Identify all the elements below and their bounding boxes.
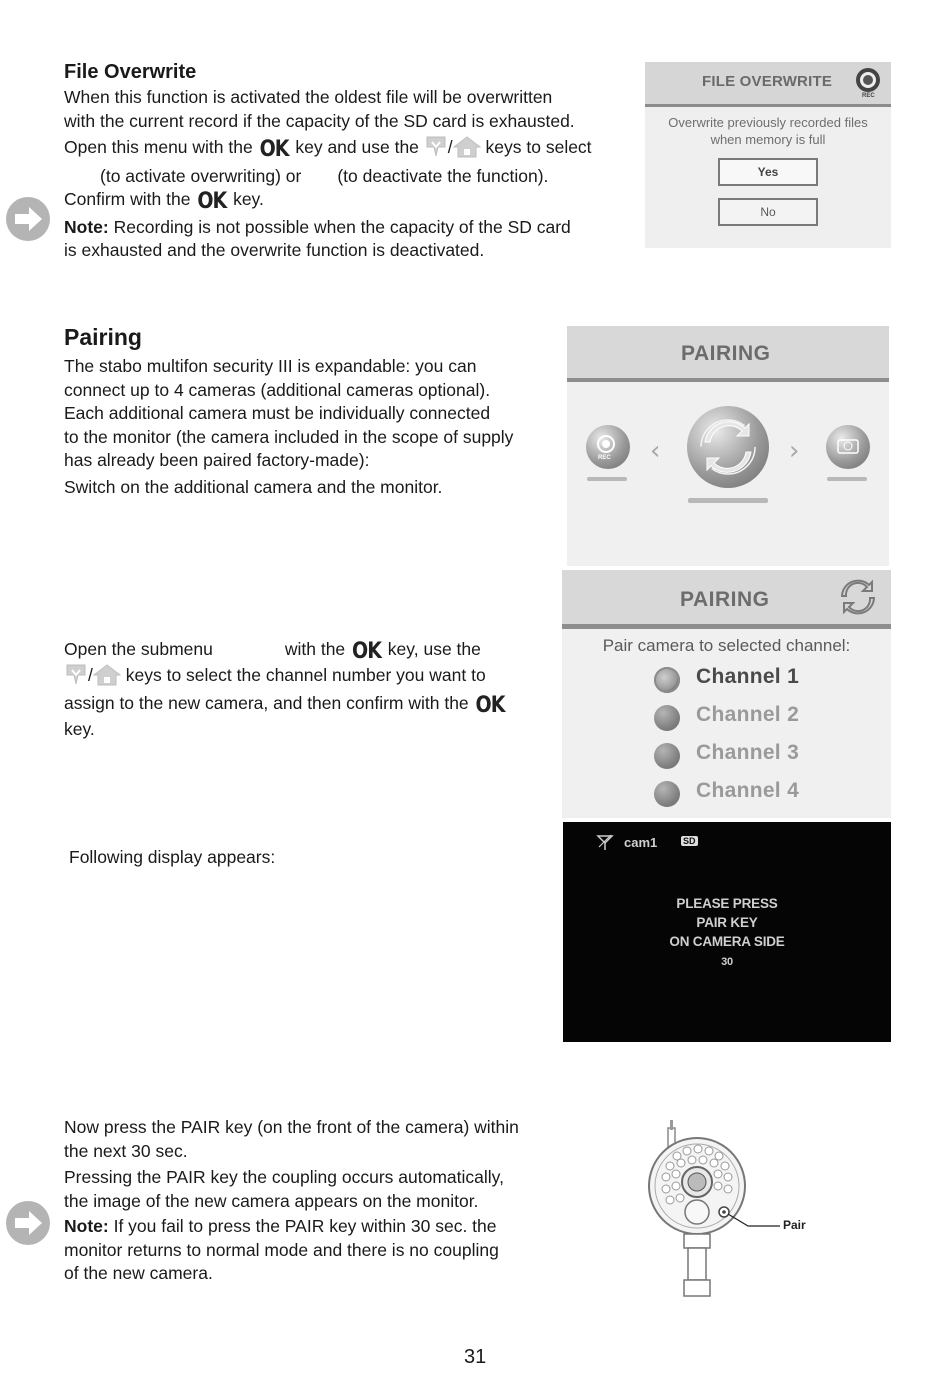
- sd-card-icon: SD: [683, 836, 696, 846]
- no-button[interactable]: No: [718, 198, 818, 226]
- rec-icon[interactable]: [586, 425, 630, 469]
- camera-front-illustration: [640, 1120, 840, 1300]
- paragraph: [64, 1116, 584, 1163]
- arrow-right-icon: [6, 1201, 50, 1245]
- channel-label: Channel 3: [696, 741, 800, 764]
- pair-message: [563, 894, 891, 972]
- pair-key-instructions: [64, 1116, 584, 1286]
- note-label: Note:: [64, 216, 109, 237]
- pairing-section: [64, 324, 564, 499]
- ok-key-icon: OK: [475, 692, 505, 718]
- text-line: Each additional camera must be individually connected: [64, 403, 491, 423]
- camera-figure: [640, 1120, 840, 1300]
- text-line: Pressing the PAIR key the coupling occurs automatically,: [64, 1167, 504, 1187]
- note: [64, 216, 644, 263]
- home-key-icon: [93, 664, 121, 693]
- pair-key-label: Pair: [783, 1218, 806, 1232]
- paragraph: [64, 355, 564, 473]
- camera-icon[interactable]: [826, 425, 870, 469]
- text-line: has already been paired factory-made):: [64, 450, 370, 470]
- text-line: Overwrite previously recorded files: [668, 115, 868, 130]
- pair-prompt-screen: [563, 822, 891, 1042]
- file-overwrite-section: [64, 61, 644, 263]
- text-line: monitor returns to normal mode and there is no coupling: [64, 1239, 499, 1260]
- channel-prompt: Pair camera to selected channel:: [602, 636, 851, 655]
- paragraph: Switch on the additional camera and the monitor.: [64, 476, 443, 497]
- divider: [587, 477, 627, 481]
- instruction-line: key.: [64, 718, 95, 739]
- yes-button[interactable]: Yes: [718, 158, 818, 186]
- page-number: 31: [464, 1346, 487, 1368]
- chevron-right-icon[interactable]: ›: [789, 436, 800, 466]
- instruction-line: [64, 638, 564, 664]
- rec-label: REC: [862, 93, 875, 99]
- text-line: when memory is full: [710, 132, 826, 147]
- pairing-icon[interactable]: [687, 406, 769, 488]
- note: [64, 1215, 584, 1286]
- ok-key-icon: OK: [197, 188, 227, 214]
- rec-icon: [853, 66, 883, 100]
- screen-title: PAIRING: [681, 342, 771, 365]
- chevron-left-icon[interactable]: ‹: [650, 436, 661, 466]
- instruction-line: [64, 692, 564, 718]
- ok-key-icon: OK: [352, 638, 381, 664]
- text-line: The stabo multifon security III is expandable: you can: [64, 356, 477, 376]
- text-line: connect up to 4 cameras (additional cameras optional).: [64, 379, 491, 400]
- section-heading: Pairing: [64, 324, 142, 350]
- note-label: Note:: [64, 1216, 109, 1236]
- text-line: ON CAMERA SIDE: [669, 934, 785, 949]
- rec-label: REC: [598, 455, 611, 461]
- text-fragment: (to deactivate the function).: [337, 165, 549, 186]
- home-key-icon: [453, 136, 481, 165]
- camera-name: cam1: [624, 835, 658, 850]
- countdown: 30: [721, 956, 733, 968]
- arrow-right-icon: [6, 197, 50, 241]
- text-fragment: keys to select: [485, 137, 592, 157]
- no-signal-icon: [596, 834, 614, 850]
- screen-text: [645, 114, 891, 148]
- file-overwrite-screen: [645, 62, 891, 248]
- paragraph: [64, 86, 644, 133]
- text-fragment: key, use the: [387, 639, 481, 659]
- text-line: with the current record if the capacity of the SD card is exhausted.: [64, 110, 575, 131]
- section-heading: File Overwrite: [64, 61, 197, 83]
- screen-header: [562, 570, 891, 629]
- text-fragment: keys to select the channel number you want to: [125, 664, 486, 685]
- text-line: PAIR KEY: [696, 915, 758, 930]
- instruction-line: [64, 664, 564, 693]
- text-fragment: assign to the new camera, and then confirm with the: [64, 693, 469, 713]
- radio-icon: [654, 705, 680, 731]
- text-line: If you fail to press the PAIR key within 30 sec. the: [113, 1216, 497, 1236]
- pairing-menu-screen: [567, 326, 889, 566]
- text-line: of the new camera.: [64, 1263, 213, 1283]
- screen-header: [567, 326, 889, 382]
- text-fragment: Confirm with the: [64, 189, 191, 209]
- text-line: the next 30 sec.: [64, 1140, 188, 1161]
- text-fragment: Recording is not possible when the capacity of the SD card: [113, 216, 571, 237]
- down-key-icon: [424, 136, 448, 165]
- radio-icon: [654, 781, 680, 807]
- ok-key-icon: OK: [259, 136, 289, 162]
- radio-icon: [654, 743, 680, 769]
- text-fragment: (to activate overwriting) or: [100, 165, 302, 186]
- text-fragment: is exhausted and the overwrite function is deactivated.: [64, 240, 485, 260]
- selection-indicator: [688, 498, 768, 503]
- channel-label: Channel 4: [696, 779, 800, 802]
- channel-select-screen: [562, 570, 891, 818]
- text-fragment: Open this menu with the: [64, 137, 253, 157]
- channel-label: Channel 1: [696, 665, 800, 688]
- instruction-line: [64, 165, 644, 189]
- text-line: When this function is activated the oldest file will be overwritten: [64, 87, 553, 107]
- following-display-text: Following display appears:: [69, 847, 276, 867]
- text-fragment: Open the submenu: [64, 639, 213, 659]
- text-fragment: key and use the: [295, 137, 419, 157]
- screen-title: PAIRING: [680, 588, 770, 611]
- instruction-line: [64, 188, 644, 214]
- screen-title: FILE OVERWRITE: [702, 73, 833, 90]
- channel-label: Channel 2: [696, 703, 800, 726]
- radio-selected-icon: [654, 667, 680, 693]
- divider: [827, 477, 867, 481]
- paragraph: [64, 1166, 584, 1213]
- text-fragment: /: [447, 137, 453, 157]
- instruction-line: [64, 136, 644, 165]
- text-fragment: /: [88, 664, 93, 685]
- submenu-instructions: [64, 638, 564, 741]
- text-line: PLEASE PRESS: [676, 896, 778, 911]
- pairing-icon: [836, 574, 880, 620]
- text-line: Now press the PAIR key (on the front of the camera) within: [64, 1117, 519, 1137]
- text-fragment: with the: [284, 639, 346, 659]
- text-line: the image of the new camera appears on the monitor.: [64, 1190, 479, 1211]
- down-key-icon: [64, 664, 88, 693]
- text-line: to the monitor (the camera included in the scope of supply: [64, 426, 514, 447]
- text-fragment: key.: [233, 189, 264, 209]
- screen-header: [645, 62, 891, 107]
